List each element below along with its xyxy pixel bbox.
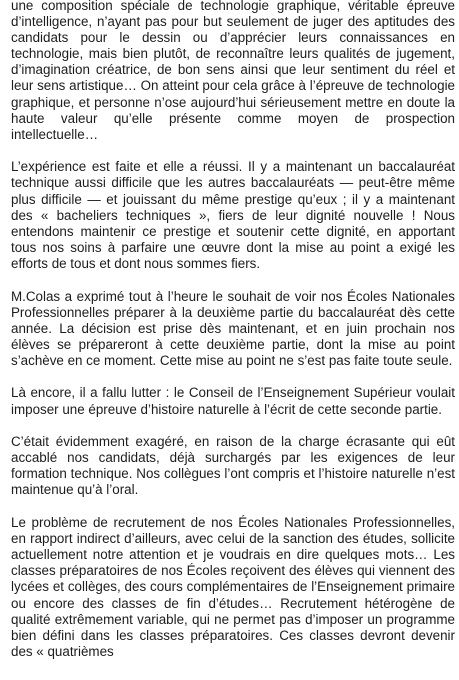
paragraph-4: Là encore, il a fallu lutter : le Conseil de l’Enseignement Supérieur voulait imposer une épreuve d’histoire naturelle à l’écrit de cette seconde partie. [11, 385, 455, 417]
document-page [11, 0, 455, 660]
paragraph-2: L’expérience est faite et elle a réussi. Il y a maintenant un baccalauréat technique aussi difficile que les autres baccalauréats — peut-être même plus difficile — et jouissant du même prestige qu’eux ; il y a maintenant des « bacheliers techniques », fiers de leur dignité nouvelle ! Nous entendons maintenir ce prestige et soutenir cette dignité, en apportant tous nos soins à parfaire une œuvre dont la mise au point a exigé les efforts de tous et dont nous sommes fiers. [11, 159, 455, 271]
paragraph-5: C’était évidemment exagéré, en raison de la charge écrasante qui eût accablé nos candidats, déjà surchargés par les exigences de leur formation technique. Nos collègues l’ont compris et l’histoire naturelle n’est maintenue qu’à l’oral. [11, 434, 455, 498]
paragraph-1: une composition spéciale de technologie graphique, véritable épreuve d’intelligence, n’ayant pas pour but seulement de juger des aptitudes des candidats pour le dessin ou d’apprécier leurs connaissances en technologie, mais bien plutôt, de reconnaître leurs qualités de jugement, d’imagination créatrice, de bon sens ainsi que leur sentiment du réel et leur sens artistique… On atteint pour cela grâce à l’épreuve de technologie graphique, et personne n’ose aujourd’hui sérieusement mettre en doute la haute valeur qu’elle présente comme moyen de prospection intellectuelle… [11, 0, 455, 142]
paragraph-3: M.Colas a exprimé tout à l’heure le souhait de voir nos Écoles Nationales Professionnelles préparer à la deuxième partie du baccalauréat dès cette année. La décision est prise dès maintenant, et en juin prochain nos élèves se prépareront à cette deuxième partie, dont la mise au point s’achève en ce moment. Cette mise au point ne s’est pas faite toute seule. [11, 288, 455, 368]
paragraph-6: Le problème de recrutement de nos Écoles Nationales Professionnelles, en rapport indirect d’ailleurs, avec celui de la sanction des études, sollicite actuellement notre attention et je voudrais en dire quelques mots… Les classes préparatoires de nos Écoles reçoivent des élèves qui viennent des lycées et collèges, des cours complémentaires de l’Enseignement primaire ou encore des classes de fin d’études… Recrutement hétérogène de qualité extrêmement variable, qui ne permet pas d’imposer un programme bien défini dans les classes préparatoires. Ces classes devront devenir des « quatrièmes [11, 515, 455, 659]
